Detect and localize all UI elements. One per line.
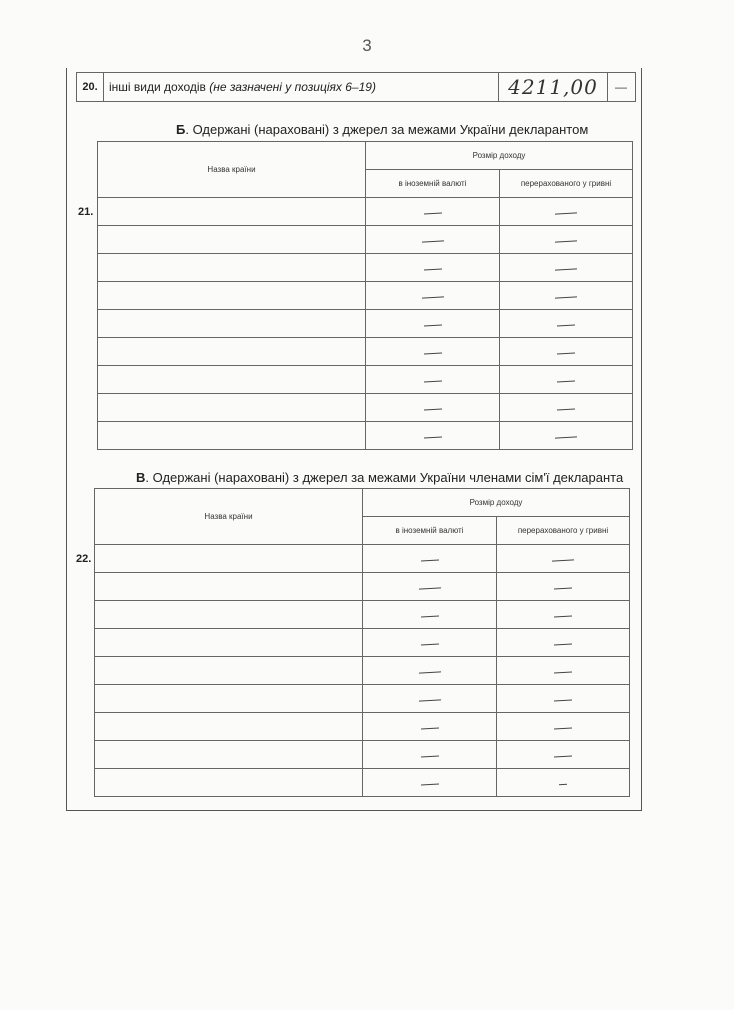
table-row xyxy=(95,601,630,629)
dash-mark xyxy=(555,240,577,242)
table-section-b xyxy=(97,141,633,450)
dash-mark xyxy=(554,616,572,618)
row-20-value: 4211,00 xyxy=(499,73,608,101)
dash-mark xyxy=(420,616,438,618)
dash-mark xyxy=(557,381,575,383)
dash-mark xyxy=(554,728,572,730)
dash-mark xyxy=(557,325,575,327)
dash-mark xyxy=(555,436,577,438)
dash-mark xyxy=(420,784,438,786)
dash-mark xyxy=(421,240,443,242)
table-row xyxy=(95,657,630,685)
row-21-number: 21. xyxy=(78,206,94,218)
row-20-dash-text: — xyxy=(615,80,627,94)
dash-mark xyxy=(423,325,441,327)
dash-mark xyxy=(555,296,577,298)
dash-mark xyxy=(420,728,438,730)
table-row xyxy=(95,545,630,573)
col-uah-header: перерахованого у гривні xyxy=(497,517,630,545)
dash-mark xyxy=(552,559,574,561)
section-b-title xyxy=(176,122,588,137)
dash-mark xyxy=(420,644,438,646)
dash-mark xyxy=(423,409,441,411)
col-income-header: Розмір доходу xyxy=(366,142,633,170)
row-20-label-note: (не зазначені у позиціях 6–19) xyxy=(209,80,376,94)
dash-mark xyxy=(557,409,575,411)
table-row xyxy=(98,282,633,310)
row-20-number: 20. xyxy=(77,73,104,101)
col-foreign-header: в іноземній валюті xyxy=(366,170,500,198)
table-row xyxy=(98,394,633,422)
dash-mark xyxy=(555,212,577,214)
page-number: 3 xyxy=(362,36,372,55)
section-v-title-text: . Одержані (нараховані) з джерел за межами України членами сім'ї декларанта xyxy=(145,470,624,485)
section-b-title-text: . Одержані (нараховані) з джерел за межами України декларантом xyxy=(185,122,589,137)
col-country-header: Назва країни xyxy=(95,489,363,545)
dash-mark xyxy=(423,437,441,439)
dash-mark xyxy=(423,269,441,271)
dash-mark xyxy=(557,353,575,355)
dash-mark xyxy=(554,756,572,758)
row-20-label-text: інші види доходів xyxy=(109,80,206,94)
col-foreign-header: в іноземній валюті xyxy=(363,517,497,545)
table-row xyxy=(98,422,633,450)
dash-mark xyxy=(420,560,438,562)
row-22-number: 22. xyxy=(76,553,92,565)
table-row xyxy=(98,366,633,394)
dash-mark xyxy=(418,699,440,701)
table-row xyxy=(98,198,633,226)
dash-mark xyxy=(554,644,572,646)
table-row xyxy=(95,713,630,741)
dash-mark xyxy=(421,296,443,298)
dash-mark xyxy=(554,700,572,702)
table-row xyxy=(95,769,630,797)
dash-mark xyxy=(423,353,441,355)
dash-mark xyxy=(555,268,577,270)
dash-mark xyxy=(554,588,572,590)
table-row xyxy=(98,310,633,338)
table-row xyxy=(95,685,630,713)
dash-mark xyxy=(418,671,440,673)
section-b-letter: Б xyxy=(176,122,186,137)
dash-mark xyxy=(554,672,572,674)
dash-mark xyxy=(418,587,440,589)
section-v-letter: В xyxy=(136,470,146,485)
table-row xyxy=(98,338,633,366)
dash-mark xyxy=(559,784,567,785)
table-row xyxy=(95,573,630,601)
col-income-header: Розмір доходу xyxy=(363,489,630,517)
table-row xyxy=(98,254,633,282)
col-country-header: Назва країни xyxy=(98,142,366,198)
row-20 xyxy=(76,72,636,102)
table-section-v xyxy=(94,488,630,797)
section-v-title xyxy=(136,470,623,485)
dash-mark xyxy=(423,213,441,215)
table-row xyxy=(95,741,630,769)
dash-mark xyxy=(420,756,438,758)
row-20-dash xyxy=(607,73,635,101)
col-uah-header: перерахованого у гривні xyxy=(500,170,633,198)
table-row xyxy=(98,226,633,254)
row-20-label xyxy=(103,73,499,101)
table-row xyxy=(95,629,630,657)
dash-mark xyxy=(423,381,441,383)
